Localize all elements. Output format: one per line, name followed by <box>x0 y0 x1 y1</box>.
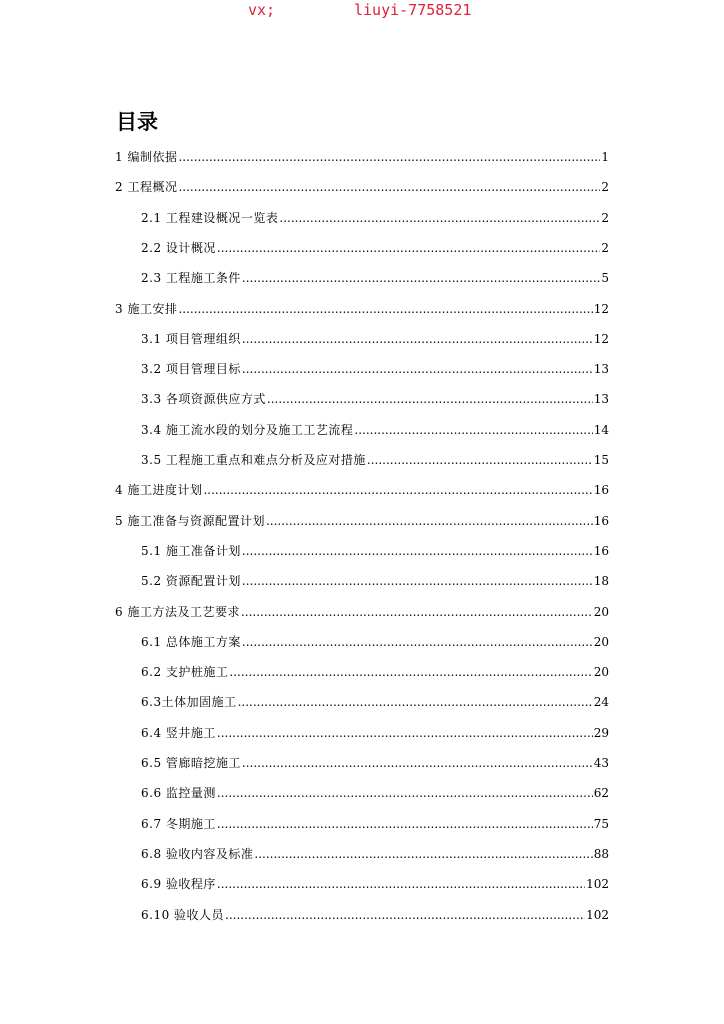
toc-entry[interactable] <box>141 422 609 438</box>
toc-entry-label: 3 施工安排 <box>115 302 178 316</box>
toc-entry[interactable] <box>141 240 609 256</box>
toc-entry-page-number: 2 <box>601 241 609 255</box>
toc-entry[interactable] <box>141 391 609 407</box>
toc-entry-page-number: 15 <box>593 453 609 467</box>
toc-entry-page-number: 13 <box>593 392 609 406</box>
toc-dot-leader <box>203 482 592 498</box>
toc-entry-label: 6.6 监控量测 <box>141 786 216 800</box>
toc-entry[interactable] <box>141 876 609 892</box>
toc-dot-leader <box>217 876 585 892</box>
toc-dot-leader <box>354 422 592 438</box>
toc-dot-leader <box>217 785 593 801</box>
toc-entry[interactable] <box>115 513 609 529</box>
toc-entry-label: 6.2 支护桩施工 <box>141 665 229 679</box>
toc-entry-label: 2.3 工程施工条件 <box>141 271 241 285</box>
toc-entry-label: 5.2 资源配置计划 <box>141 574 241 588</box>
toc-entry[interactable] <box>141 694 609 710</box>
toc-entry-page-number: 16 <box>593 483 609 497</box>
watermark-right-text: liuyi-7758521 <box>354 1 472 19</box>
toc-entry[interactable] <box>115 301 609 317</box>
toc-entry[interactable] <box>115 149 609 165</box>
toc-entry-page-number: 16 <box>593 544 609 558</box>
toc-entry-label: 6.7 冬期施工 <box>141 817 216 831</box>
toc-entry[interactable] <box>141 543 609 559</box>
toc-entry-page-number: 88 <box>593 847 609 861</box>
toc-entry-page-number: 43 <box>593 756 609 770</box>
toc-entry-label: 3.5 工程施工重点和难点分析及应对措施 <box>141 453 366 467</box>
toc-entry-page-number: 2 <box>601 211 609 225</box>
toc-entry-page-number: 75 <box>593 817 609 831</box>
toc-entry-page-number: 12 <box>593 332 609 346</box>
toc-entry-page-number: 29 <box>593 726 609 740</box>
toc-entry[interactable] <box>141 361 609 377</box>
toc-entry[interactable] <box>141 573 609 589</box>
toc-dot-leader <box>242 543 593 559</box>
toc-entry-label: 5 施工准备与资源配置计划 <box>115 514 265 528</box>
toc-entry[interactable] <box>141 785 609 801</box>
toc-dot-leader <box>217 816 593 832</box>
toc-dot-leader <box>279 210 600 226</box>
toc-entry-page-number: 102 <box>586 877 609 891</box>
toc-entry[interactable] <box>115 604 609 620</box>
toc-entry-label: 5.1 施工准备计划 <box>141 544 241 558</box>
toc-entry-page-number: 20 <box>593 665 609 679</box>
toc-entry-label: 2.2 设计概况 <box>141 241 216 255</box>
toc-entry-label: 6.1 总体施工方案 <box>141 635 241 649</box>
watermark-left-text: vx; <box>248 1 276 19</box>
toc-entry-page-number: 2 <box>601 180 609 194</box>
toc-entry[interactable] <box>141 816 609 832</box>
toc-entry-label: 3.4 施工流水段的划分及施工工艺流程 <box>141 423 354 437</box>
toc-entry-label: 6 施工方法及工艺要求 <box>115 605 240 619</box>
toc-entry[interactable] <box>141 725 609 741</box>
toc-dot-leader <box>267 391 593 407</box>
toc-dot-leader <box>266 513 593 529</box>
toc-entry-label: 2.1 工程建设概况一览表 <box>141 211 279 225</box>
toc-dot-leader <box>254 846 592 862</box>
toc-dot-leader <box>225 907 585 923</box>
toc-dot-leader <box>242 331 593 347</box>
toc-entry-label: 6.5 管廊暗挖施工 <box>141 756 241 770</box>
toc-entry[interactable] <box>141 846 609 862</box>
toc-entry-page-number: 20 <box>593 605 609 619</box>
toc-entry-label: 6.8 验收内容及标准 <box>141 847 254 861</box>
toc-dot-leader <box>229 664 592 680</box>
toc-dot-leader <box>367 452 593 468</box>
toc-entry-label: 3.3 各项资源供应方式 <box>141 392 266 406</box>
toc-entry-label: 3.2 项目管理目标 <box>141 362 241 376</box>
toc-entry-page-number: 12 <box>593 302 609 316</box>
toc-entry-page-number: 1 <box>601 150 609 164</box>
toc-entry[interactable] <box>141 270 609 286</box>
toc-dot-leader <box>217 725 593 741</box>
toc-entry-page-number: 62 <box>593 786 609 800</box>
toc-entry-page-number: 102 <box>586 908 609 922</box>
toc-dot-leader <box>178 149 600 165</box>
toc-dot-leader <box>238 694 593 710</box>
toc-dot-leader <box>242 634 593 650</box>
toc-dot-leader <box>242 361 593 377</box>
toc-entry-label: 6.10 验收人员 <box>141 908 225 922</box>
toc-dot-leader <box>241 604 593 620</box>
toc-entry[interactable] <box>115 482 609 498</box>
toc-dot-leader <box>217 240 600 256</box>
toc-entry[interactable] <box>115 179 609 195</box>
toc-entry-page-number: 14 <box>593 423 609 437</box>
toc-entry-label: 1 编制依据 <box>115 150 178 164</box>
toc-entry-label: 4 施工进度计划 <box>115 483 203 497</box>
toc-entry[interactable] <box>141 755 609 771</box>
toc-entry[interactable] <box>141 210 609 226</box>
toc-entry-label: 6.3土体加固施工 <box>141 695 237 709</box>
toc-entry-label: 3.1 项目管理组织 <box>141 332 241 346</box>
toc-entry-page-number: 5 <box>601 271 609 285</box>
toc-entry-label: 6.4 竖井施工 <box>141 726 216 740</box>
toc-entry[interactable] <box>141 452 609 468</box>
toc-entry[interactable] <box>141 634 609 650</box>
toc-entry-label: 2 工程概况 <box>115 180 178 194</box>
toc-entry[interactable] <box>141 331 609 347</box>
toc-entry-page-number: 20 <box>593 635 609 649</box>
toc-entry-page-number: 24 <box>593 695 609 709</box>
toc-entry-page-number: 16 <box>593 514 609 528</box>
toc-entry-page-number: 18 <box>593 574 609 588</box>
toc-dot-leader <box>178 301 592 317</box>
toc-entry[interactable] <box>141 664 609 680</box>
toc-entry-page-number: 13 <box>593 362 609 376</box>
toc-dot-leader <box>242 270 600 286</box>
toc-entry[interactable] <box>141 907 609 923</box>
toc-title: 目录 <box>116 110 158 134</box>
toc-dot-leader <box>242 755 593 771</box>
toc-dot-leader <box>242 573 593 589</box>
toc-entry-label: 6.9 验收程序 <box>141 877 216 891</box>
toc-dot-leader <box>178 179 600 195</box>
